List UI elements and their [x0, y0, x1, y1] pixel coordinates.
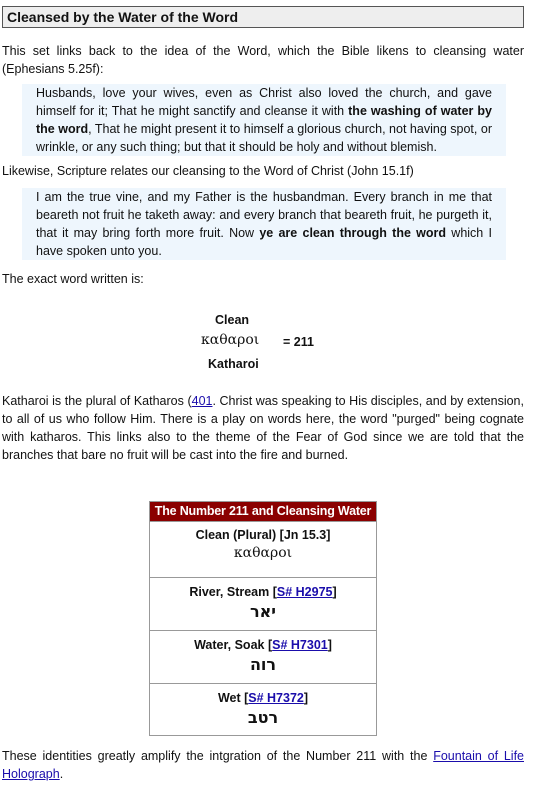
quote2-text-b: which I have spoken unto you.	[36, 226, 492, 258]
katharoi-text-a: Katharoi is the plural of Katharos (	[2, 394, 192, 408]
number-211-table	[149, 501, 377, 736]
link-401[interactable]: 401	[191, 394, 213, 408]
table-row-water	[150, 630, 376, 683]
row-label: River, Stream [S# H2975]	[189, 585, 337, 599]
hebrew-word: רוה	[249, 655, 277, 674]
exact-word-paragraph: The exact word written is:	[2, 272, 144, 286]
word-english: Clean	[215, 313, 250, 327]
table-row-wet	[150, 683, 376, 735]
article-body	[0, 42, 538, 464]
quote2-bold: ye are clean through the word	[259, 226, 447, 240]
quote2-text-a: I am the true vine, and my Father is the husbandman. Every branch in me that beareth not fruit he taketh away: and every branch that beareth fruit, he purgeth it, that it may bring forth more fruit. Now	[36, 190, 492, 240]
quote1-text-a: Husbands, love your wives, even as Christ also loved the church, and gave himself for it; That he might sanctify and cleanse it with	[36, 86, 492, 118]
katharoi-paragraph	[2, 392, 524, 464]
row-label: Wet [S# H7372]	[217, 691, 309, 705]
intro-paragraph: This set links back to the idea of the Word, which the Bible likens to cleansing water (Ephesians 5.25f):	[2, 44, 524, 76]
strongs-link-h7372[interactable]: S# H7372	[248, 691, 304, 705]
word-greek: καθαροι	[201, 332, 260, 348]
john-quote	[22, 188, 506, 260]
hebrew-word: רטב	[247, 708, 279, 727]
closing-text-a: These identities greatly amplify the intgration of the Number 211 with the	[2, 749, 434, 763]
hebrew-word: יאר	[250, 602, 276, 621]
row-label: Clean (Plural) [Jn 15.3]	[195, 528, 331, 542]
table-row-clean	[150, 521, 376, 577]
table-row-river	[150, 577, 376, 630]
word-display	[2, 300, 524, 371]
strongs-link-h2975[interactable]: S# H2975	[276, 585, 333, 599]
closing-text-b: .	[59, 767, 64, 781]
word-transliteration: Katharoi	[208, 357, 259, 371]
section-heading: Cleansed by the Water of the Word	[2, 6, 524, 28]
likewise-paragraph: Likewise, Scripture relates our cleansing to the Word of Christ (John 15.1f)	[2, 164, 414, 178]
closing-paragraph	[2, 747, 524, 783]
quote1-bold: the washing of water by the word	[36, 104, 492, 136]
strongs-link-h7301[interactable]: S# H7301	[272, 638, 328, 652]
fountain-of-life-link[interactable]: Fountain of Life Holograph	[2, 749, 524, 781]
row-label: Water, Soak [S# H7301]	[194, 638, 332, 652]
quote1-text-b: , That he might present it to himself a glorious church, not having spot, or wrinkle, or any such thing; but that it should be holy and without blemish.	[36, 122, 492, 154]
katharoi-text-b: . Christ was speaking to His disciples, and by extension, to all of us who follow Him. There is a play on words here, the word "purged" being cognate with katharos. This links also to the theme of the Fear of God since we are told that the branches that bare no fruit will be cast into the fire and burned.	[2, 394, 524, 462]
ephesians-quote	[22, 84, 506, 156]
table-header: The Number 211 and Cleansing Water	[150, 502, 376, 521]
word-value: = 211	[283, 335, 314, 349]
greek-word: καθαροι	[233, 545, 293, 561]
